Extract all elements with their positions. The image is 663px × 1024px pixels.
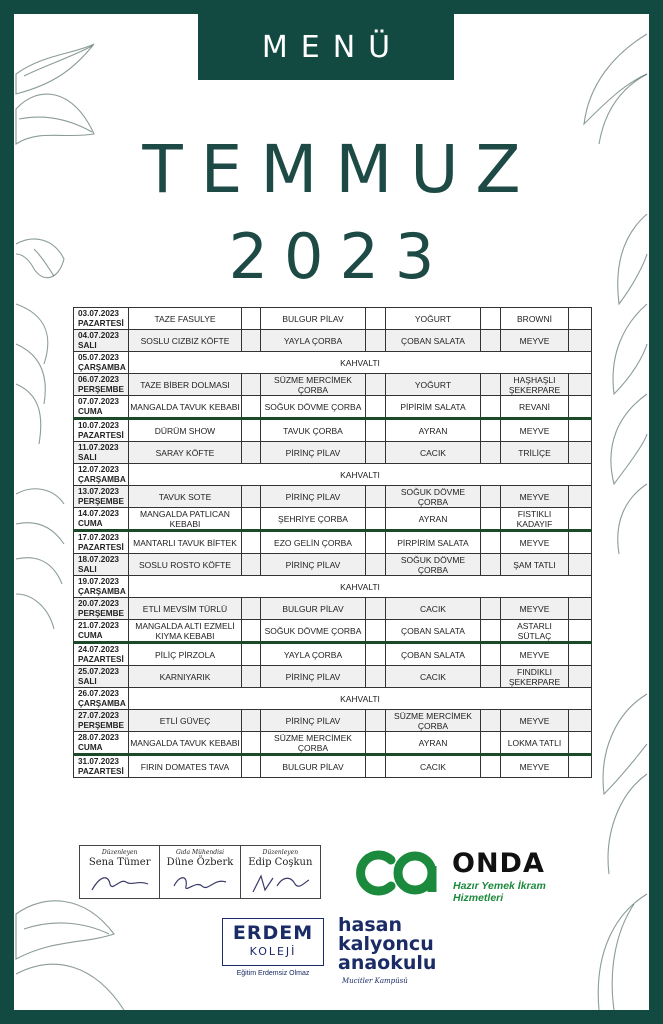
menu-dish-cell: BROWNİ [501,308,569,330]
signature-1 [80,846,160,898]
menu-blank-cell [569,666,592,688]
menu-dish-cell: YOĞURT [386,374,481,396]
menu-dish-cell: ÇOBAN SALATA [386,330,481,352]
menu-date: 27.07.2023 [78,710,119,720]
menu-dish-cell: FINDIKLI ŞEKERPARE [501,666,569,688]
menu-blank-cell [366,643,386,666]
menu-dish-cell: CACIK [386,666,481,688]
menu-day: PERŞEMBE [78,608,124,618]
menu-day: SALI [78,564,97,574]
hk-line-1: hasan [338,914,403,936]
signature-box [79,845,321,899]
menu-date-cell [74,352,129,374]
menu-blank-cell [242,486,261,508]
menu-blank-cell [569,732,592,755]
menu-blank-cell [569,643,592,666]
menu-dish-cell: TAZE FASULYE [129,308,242,330]
signature-2 [160,846,240,898]
menu-date: 28.07.2023 [78,732,119,742]
menu-dish-cell: SOĞUK DÖVME ÇORBA [386,486,481,508]
menu-row [74,755,592,778]
menu-day: ÇARŞAMBA [78,586,126,596]
menu-dish-cell: PİLİÇ PİRZOLA [129,643,242,666]
menu-row [74,598,592,620]
menu-blank-cell [366,554,386,576]
onda-tagline: Hazır Yemek İkram Hizmetleri [453,880,546,904]
menu-row [74,732,592,755]
menu-dish-cell: SOĞUK DÖVME ÇORBA [386,554,481,576]
menu-dish-cell: MANTARLI TAVUK BİFTEK [129,531,242,554]
menu-blank-cell [366,732,386,755]
menu-blank-cell [481,442,501,464]
menu-blank-cell [481,710,501,732]
menu-date: 03.07.2023 [78,308,119,318]
menu-dish-cell: MEYVE [501,531,569,554]
menu-blank-cell [242,554,261,576]
signature-3 [241,846,320,898]
menu-row [74,531,592,554]
menu-dish-cell: ŞEHRİYE ÇORBA [261,508,366,531]
signature-name: Edip Coşkun [248,857,313,868]
menu-row [74,352,592,374]
menu-dish-cell: PİPİRİM SALATA [386,396,481,419]
menu-day: PERŞEMBE [78,720,124,730]
menu-dish-cell: PİRİNÇ PİLAV [261,554,366,576]
menu-date-cell [74,419,129,442]
signature-role: Düzenleyen [101,849,138,856]
menu-blank-cell [242,531,261,554]
menu-blank-cell [366,710,386,732]
menu-date-cell [74,330,129,352]
hk-line-3: anaokulu [338,952,437,974]
menu-date: 10.07.2023 [78,420,119,430]
menu-row [74,620,592,643]
menu-row [74,554,592,576]
menu-dish-cell: PİRPİRİM SALATA [386,531,481,554]
menu-date: 18.07.2023 [78,554,119,564]
menu-blank-cell [569,755,592,778]
menu-breakfast-cell: KAHVALTI [129,688,592,710]
menu-blank-cell [481,755,501,778]
menu-blank-cell [481,666,501,688]
menu-dish-cell: HAŞHAŞLI ŞEKERPARE [501,374,569,396]
handwritten-signature-icon [170,872,230,894]
menu-dish-cell: PİRİNÇ PİLAV [261,486,366,508]
erdem-sub: KOLEJİ [249,945,297,958]
menu-row [74,396,592,419]
menu-blank-cell [366,396,386,419]
menu-date: 21.07.2023 [78,620,119,630]
menu-dish-cell: MEYVE [501,330,569,352]
menu-dish-cell: ŞAM TATLI [501,554,569,576]
menu-blank-cell [569,330,592,352]
hasan-kalyoncu-logo [338,916,448,988]
signature-name: Sena Tümer [88,857,151,868]
menu-blank-cell [481,554,501,576]
menu-dish-cell: MANGALDA ALTI EZMELİ KIYMA KEBABI [129,620,242,643]
menu-blank-cell [242,308,261,330]
menu-date-cell [74,755,129,778]
menu-breakfast-cell: KAHVALTI [129,464,592,486]
menu-row [74,666,592,688]
menu-row [74,508,592,531]
signature-role: Düzenleyen [262,849,299,856]
menu-blank-cell [569,531,592,554]
menu-row [74,486,592,508]
menu-dish-cell: TAVUK SOTE [129,486,242,508]
menu-dish-cell: YAYLA ÇORBA [261,643,366,666]
menu-day: CUMA [78,742,103,752]
month-title: TEMMUZ [142,131,539,208]
menu-dish-cell: MEYVE [501,598,569,620]
menu-date: 19.07.2023 [78,576,119,586]
menu-dish-cell: SÜZME MERCİMEK ÇORBA [261,732,366,755]
menu-dish-cell: ÇOBAN SALATA [386,620,481,643]
menu-dish-cell: SÜZME MERCİMEK ÇORBA [386,710,481,732]
menu-row [74,374,592,396]
erdem-slogan: Eğitim Erdemsiz Olmaz [236,970,310,977]
menu-blank-cell [242,620,261,643]
menu-date-cell [74,486,129,508]
menu-blank-cell [366,419,386,442]
menu-blank-cell [242,442,261,464]
menu-blank-cell [366,666,386,688]
menu-date-cell [74,576,129,598]
menu-blank-cell [242,598,261,620]
menu-date-cell [74,643,129,666]
menu-dish-cell: AYRAN [386,732,481,755]
menu-date: 12.07.2023 [78,464,119,474]
menu-dish-cell: MEYVE [501,486,569,508]
menu-blank-cell [481,620,501,643]
menu-day: SALI [78,676,97,686]
menu-dish-cell: CACIK [386,598,481,620]
menu-date-cell [74,598,129,620]
menu-day: SALI [78,452,97,462]
menu-day: CUMA [78,518,103,528]
menu-dish-cell: ASTARLI SÜTLAÇ [501,620,569,643]
menu-dish-cell: SÜZME MERCİMEK ÇORBA [261,374,366,396]
erdem-name: ERDEM [232,922,314,944]
menu-dish-cell: CACIK [386,442,481,464]
menu-dish-cell: TAVUK ÇORBA [261,419,366,442]
menu-date-cell [74,554,129,576]
menu-dish-cell: TRİLİÇE [501,442,569,464]
menu-blank-cell [242,732,261,755]
menu-blank-cell [366,598,386,620]
menu-dish-cell: ETLİ GÜVEÇ [129,710,242,732]
menu-dish-cell: REVANİ [501,396,569,419]
menu-date: 11.07.2023 [78,442,119,452]
menu-day: SALI [78,340,97,350]
menu-row [74,330,592,352]
menu-blank-cell [569,419,592,442]
year-title: 2023 [228,220,451,293]
hk-campus: Mucitler Kampüsü [342,977,408,985]
menu-dish-cell: FIRIN DOMATES TAVA [129,755,242,778]
menu-day: CUMA [78,630,103,640]
menu-dish-cell: TAZE BİBER DOLMASI [129,374,242,396]
menu-dish-cell: MANGALDA TAVUK KEBABI [129,396,242,419]
menu-blank-cell [569,710,592,732]
menu-blank-cell [569,554,592,576]
menu-date-cell [74,531,129,554]
menu-dish-cell: ÇOBAN SALATA [386,643,481,666]
menu-dish-cell: PİRİNÇ PİLAV [261,442,366,464]
menu-day: PAZARTESİ [78,318,124,328]
menu-blank-cell [242,643,261,666]
menu-date-cell [74,688,129,710]
menu-date-cell [74,666,129,688]
menu-date: 06.07.2023 [78,374,119,384]
menu-blank-cell [569,486,592,508]
menu-dish-cell: SOĞUK DÖVME ÇORBA [261,620,366,643]
menu-row [74,464,592,486]
menu-dish-cell: MEYVE [501,710,569,732]
signature-name: Düne Özberk [166,857,234,868]
menu-date-cell [74,464,129,486]
menu-blank-cell [481,486,501,508]
menu-dish-cell: LOKMA TATLI [501,732,569,755]
menu-row [74,419,592,442]
menu-blank-cell [569,374,592,396]
menu-blank-cell [366,620,386,643]
menu-day: PAZARTESİ [78,766,124,776]
menu-dish-cell: SOSLU ROSTO KÖFTE [129,554,242,576]
menu-dish-cell: MEYVE [501,755,569,778]
onda-name: ONDA [452,848,545,879]
menu-date: 04.07.2023 [78,330,119,340]
menu-dish-cell: YAYLA ÇORBA [261,330,366,352]
menu-blank-cell [481,598,501,620]
menu-dish-cell: SARAY KÖFTE [129,442,242,464]
menu-dish-cell: BULGUR PİLAV [261,308,366,330]
menu-blank-cell [481,330,501,352]
menu-dish-cell: MEYVE [501,419,569,442]
menu-blank-cell [242,508,261,531]
menu-title: MENÜ [261,29,404,65]
menu-dish-cell: ETLİ MEVSİM TÜRLÜ [129,598,242,620]
menu-date-cell [74,710,129,732]
menu-date: 20.07.2023 [78,598,119,608]
menu-breakfast-cell: KAHVALTI [129,576,592,598]
menu-dish-cell: MANGALDA PATLICAN KEBABI [129,508,242,531]
menu-day: ÇARŞAMBA [78,698,126,708]
menu-date: 31.07.2023 [78,756,119,766]
menu-day: PAZARTESİ [78,654,124,664]
menu-date-cell [74,620,129,643]
menu-date: 13.07.2023 [78,486,119,496]
menu-blank-cell [569,308,592,330]
menu-date: 17.07.2023 [78,532,119,542]
menu-day: PAZARTESİ [78,542,124,552]
menu-date-cell [74,374,129,396]
menu-date: 14.07.2023 [78,508,119,518]
menu-blank-cell [242,330,261,352]
menu-blank-cell [481,643,501,666]
onda-logo [345,846,585,904]
menu-date-cell [74,396,129,419]
menu-blank-cell [481,308,501,330]
menu-blank-cell [481,732,501,755]
menu-dish-cell: BULGUR PİLAV [261,598,366,620]
menu-dish-cell: MANGALDA TAVUK KEBABI [129,732,242,755]
menu-dish-cell: MEYVE [501,643,569,666]
menu-dish-cell: CACIK [386,755,481,778]
menu-day: PERŞEMBE [78,384,124,394]
menu-row [74,308,592,330]
menu-dish-cell: KARNIYARIK [129,666,242,688]
handwritten-signature-icon [90,872,150,894]
menu-dish-cell: BULGUR PİLAV [261,755,366,778]
menu-dish-cell: YOĞURT [386,308,481,330]
menu-table [73,307,592,778]
menu-blank-cell [569,396,592,419]
menu-blank-cell [242,374,261,396]
menu-blank-cell [481,531,501,554]
menu-dish-cell: AYRAN [386,508,481,531]
menu-dish-cell: PİRİNÇ PİLAV [261,710,366,732]
menu-blank-cell [366,486,386,508]
menu-date-cell [74,308,129,330]
menu-dish-cell: FISTIKLI KADAYIF [501,508,569,531]
menu-blank-cell [569,442,592,464]
menu-dish-cell: SOSLU CIZBIZ KÖFTE [129,330,242,352]
menu-blank-cell [481,396,501,419]
menu-blank-cell [366,755,386,778]
menu-row [74,710,592,732]
menu-day: ÇARŞAMBA [78,362,126,372]
menu-dish-cell: DÜRÜM SHOW [129,419,242,442]
handwritten-signature-icon [251,872,311,894]
menu-day: ÇARŞAMBA [78,474,126,484]
menu-blank-cell [242,710,261,732]
menu-blank-cell [242,666,261,688]
menu-dish-cell: SOĞUK DÖVME ÇORBA [261,396,366,419]
menu-row [74,688,592,710]
signature-role: Gıda Mühendisi [175,849,225,856]
menu-day: PERŞEMBE [78,496,124,506]
menu-blank-cell [242,419,261,442]
menu-date: 26.07.2023 [78,688,119,698]
menu-blank-cell [569,620,592,643]
menu-blank-cell [366,330,386,352]
menu-blank-cell [242,396,261,419]
menu-date: 07.07.2023 [78,396,119,406]
menu-blank-cell [481,419,501,442]
menu-breakfast-cell: KAHVALTI [129,352,592,374]
menu-blank-cell [481,508,501,531]
menu-banner [198,14,454,80]
menu-blank-cell [366,531,386,554]
menu-dish-cell: EZO GELİN ÇORBA [261,531,366,554]
menu-blank-cell [569,598,592,620]
menu-day: PAZARTESİ [78,430,124,440]
menu-row [74,442,592,464]
erdem-koleji-logo [222,918,324,984]
menu-date: 25.07.2023 [78,666,119,676]
menu-row [74,576,592,598]
menu-day: CUMA [78,406,103,416]
menu-blank-cell [366,308,386,330]
menu-date: 24.07.2023 [78,644,119,654]
menu-blank-cell [569,508,592,531]
hk-line-2: kalyoncu [338,933,434,955]
menu-date-cell [74,508,129,531]
menu-date-cell [74,442,129,464]
menu-row [74,643,592,666]
menu-blank-cell [366,442,386,464]
menu-dish-cell: AYRAN [386,419,481,442]
menu-date-cell [74,732,129,755]
menu-blank-cell [366,508,386,531]
menu-dish-cell: PİRİNÇ PİLAV [261,666,366,688]
menu-date: 05.07.2023 [78,352,119,362]
onda-mark-icon [345,846,445,898]
menu-blank-cell [481,374,501,396]
menu-blank-cell [242,755,261,778]
menu-blank-cell [366,374,386,396]
